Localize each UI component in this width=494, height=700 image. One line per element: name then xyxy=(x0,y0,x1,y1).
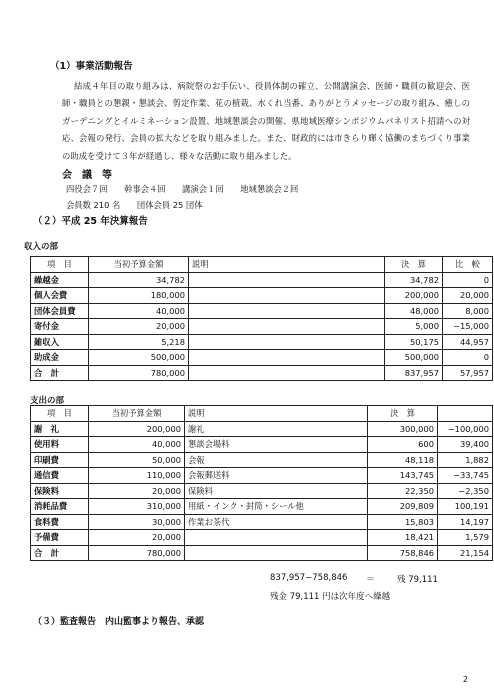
meetings-heading: 会 議 等 xyxy=(62,170,112,181)
table-cell: 200,000 xyxy=(385,288,443,304)
table-cell: 30,000 xyxy=(89,514,185,530)
table-cell: 作業お茶代 xyxy=(185,514,368,530)
table-cell: 1,579 xyxy=(438,530,493,546)
table-row xyxy=(31,499,493,515)
table-cell: 5,218 xyxy=(89,334,189,350)
table-cell xyxy=(189,272,385,288)
table-cell: 34,782 xyxy=(89,272,189,288)
table-cell: 758,846 xyxy=(368,545,438,561)
column-header: 説明 xyxy=(189,257,385,273)
table-cell: 1,882 xyxy=(438,452,493,468)
table-row xyxy=(31,421,493,437)
table-cell: 18,421 xyxy=(368,530,438,546)
table-cell: 48,000 xyxy=(385,303,443,319)
table-row xyxy=(31,437,493,453)
table-cell: 22,350 xyxy=(368,483,438,499)
table-cell: 会報 xyxy=(185,452,368,468)
table-cell: 合 計 xyxy=(31,365,89,381)
table-cell xyxy=(185,545,368,561)
table-cell: 予備費 xyxy=(31,530,89,546)
section1-heading: （1）事業活動報告 xyxy=(50,61,133,72)
table-cell: 600 xyxy=(368,437,438,453)
column-header: 比 較 xyxy=(443,257,493,273)
table-cell: 通信費 xyxy=(31,468,89,484)
table-cell: 使用料 xyxy=(31,437,89,453)
table-cell: 5,000 xyxy=(385,319,443,335)
table-header-row xyxy=(31,257,493,273)
table-cell: 助成金 xyxy=(31,350,89,366)
table-header-row xyxy=(31,406,493,422)
table-cell: 0 xyxy=(443,350,493,366)
table-row xyxy=(31,452,493,468)
table-cell: 印刷費 xyxy=(31,452,89,468)
section3-heading: （３）監査報告 内山監事より報告、承認 xyxy=(33,617,205,627)
activity-paragraph: 結成４年目の取り組みは、病院祭のお手伝い、役員体制の確立、公開講演会、医師・職員の歓迎会、医師・職員との懇親・懇談会、剪定作業、花の植栽、水くれ当番、ありがとうメッセージの取り組み、癒しのガーデニングとイルミネーション設置、地域懇談会の開催、県地域医療シンポジウムパネリスト招請への対応、会報の発行、会員の拡大などを取り組みました。また、財政的には市きらり輝く協働のまちづくり事業の助成を受けて３年が経過し、様々な活動に取り組みました。 xyxy=(62,81,470,161)
column-header: 決 算 xyxy=(385,257,443,273)
members-line: 会員数 210 名 団体会員 25 団体 xyxy=(66,200,203,210)
table-cell: 雑収入 xyxy=(31,334,89,350)
table-cell: 食料費 xyxy=(31,514,89,530)
column-header: 説明 xyxy=(185,406,368,422)
balance-equals: ＝ xyxy=(366,575,376,585)
table-cell: 謝 礼 xyxy=(31,421,89,437)
table-cell: 180,000 xyxy=(89,288,189,304)
table-row xyxy=(31,545,493,561)
table-cell: 21,154 xyxy=(438,545,493,561)
table-cell: 繰越金 xyxy=(31,272,89,288)
table-cell: 消耗品費 xyxy=(31,499,89,515)
table-row xyxy=(31,272,493,288)
table-cell: 20,000 xyxy=(89,530,185,546)
table-cell: −2,350 xyxy=(438,483,493,499)
table-row xyxy=(31,350,493,366)
table-cell: 780,000 xyxy=(89,545,185,561)
table-cell: 合 計 xyxy=(31,545,89,561)
column-header xyxy=(438,406,493,422)
table-cell: 謝礼 xyxy=(185,421,368,437)
table-cell: 寄付金 xyxy=(31,319,89,335)
page-number: 2 xyxy=(462,675,468,684)
table-row xyxy=(31,334,493,350)
income-caption: 収入の部 xyxy=(24,242,59,252)
table-cell: 100,191 xyxy=(438,499,493,515)
table-cell: 団体会員費 xyxy=(31,303,89,319)
balance-formula: 837,957−758,846 xyxy=(270,573,348,583)
table-cell: 310,000 xyxy=(89,499,185,515)
balance-result: 残 79,111 xyxy=(397,575,438,585)
table-cell: 39,400 xyxy=(438,437,493,453)
table-cell: 50,000 xyxy=(89,452,185,468)
table-cell xyxy=(185,530,368,546)
column-header: 項 目 xyxy=(31,406,89,422)
column-header: 決 算 xyxy=(368,406,438,422)
table-cell: 15,803 xyxy=(368,514,438,530)
table-cell: 500,000 xyxy=(89,350,189,366)
table-cell: 20,000 xyxy=(443,288,493,304)
table-cell xyxy=(189,288,385,304)
table-cell: 143,745 xyxy=(368,468,438,484)
section2-heading: （２）平成 25 年決算報告 xyxy=(33,216,148,227)
table-cell: 40,000 xyxy=(89,303,189,319)
balance-note: 残金 79,111 円は次年度へ繰越 xyxy=(270,592,391,602)
table-cell: 14,197 xyxy=(438,514,493,530)
table-row xyxy=(31,483,493,499)
meetings-line: 四役会７回 幹事会４回 講演会１回 地域懇談会２回 xyxy=(66,184,299,194)
column-header: 当初予算金額 xyxy=(89,406,185,422)
column-header: 項 目 xyxy=(31,257,89,273)
table-cell: −15,000 xyxy=(443,319,493,335)
table-row xyxy=(31,468,493,484)
table-cell xyxy=(189,334,385,350)
table-cell: 50,175 xyxy=(385,334,443,350)
table-cell: 209,809 xyxy=(368,499,438,515)
expense-caption: 支出の部 xyxy=(30,396,65,406)
table-cell: 57,957 xyxy=(443,365,493,381)
table-cell: 110,000 xyxy=(89,468,185,484)
table-cell: 0 xyxy=(443,272,493,288)
column-header: 当初予算金額 xyxy=(89,257,189,273)
table-cell: −33,745 xyxy=(438,468,493,484)
expense-table xyxy=(30,405,493,561)
table-cell: 8,000 xyxy=(443,303,493,319)
income-table xyxy=(30,256,493,381)
table-row xyxy=(31,288,493,304)
table-cell: −100,000 xyxy=(438,421,493,437)
table-row xyxy=(31,365,493,381)
table-cell: 個人会費 xyxy=(31,288,89,304)
table-cell: 500,000 xyxy=(385,350,443,366)
table-cell: 48,118 xyxy=(368,452,438,468)
table-cell: 保険料 xyxy=(185,483,368,499)
table-cell: 20,000 xyxy=(89,319,189,335)
table-cell: 780,000 xyxy=(89,365,189,381)
table-cell: 34,782 xyxy=(385,272,443,288)
table-cell: 200,000 xyxy=(89,421,185,437)
table-cell: 保険料 xyxy=(31,483,89,499)
table-cell: 会報郵送料 xyxy=(185,468,368,484)
table-row xyxy=(31,319,493,335)
table-cell xyxy=(189,365,385,381)
table-cell: 懇談会場料 xyxy=(185,437,368,453)
table-cell xyxy=(189,319,385,335)
table-cell xyxy=(189,350,385,366)
table-cell: 44,957 xyxy=(443,334,493,350)
table-cell: 837,957 xyxy=(385,365,443,381)
table-cell xyxy=(189,303,385,319)
table-cell: 300,000 xyxy=(368,421,438,437)
table-cell: 20,000 xyxy=(89,483,185,499)
table-cell: 40,000 xyxy=(89,437,185,453)
table-row xyxy=(31,514,493,530)
table-cell: 用紙・インク・封筒・シール他 xyxy=(185,499,368,515)
table-row xyxy=(31,303,493,319)
table-row xyxy=(31,530,493,546)
